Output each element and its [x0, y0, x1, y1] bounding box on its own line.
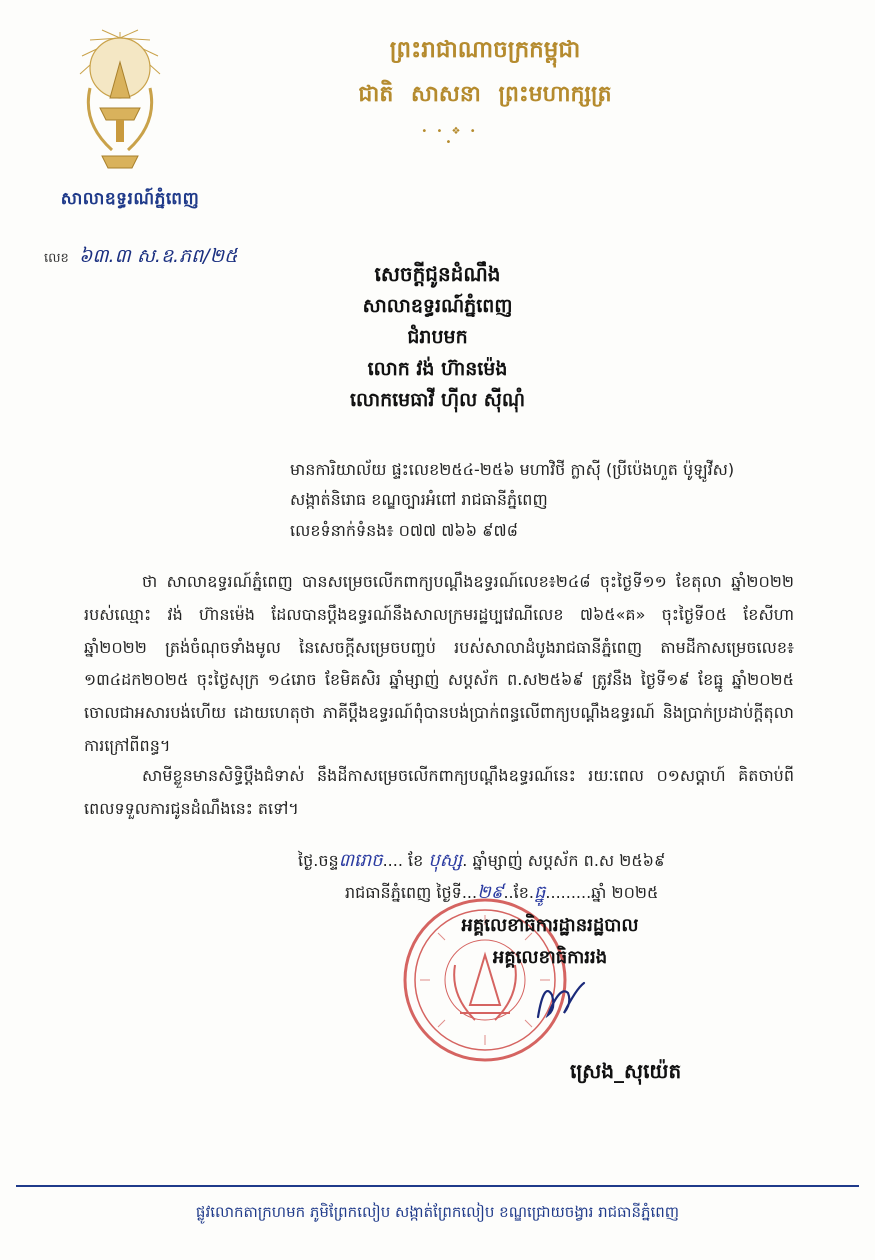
address-line-3: លេខទំនាក់ទំនង៖ ០៧៧ ៧៦៦ ៩៧៨ — [290, 520, 518, 540]
lunar-date-line: ថ្ងៃ.ចន្ទ៣រោច.... ខែ បុស្ស. ឆ្នាំម្សាញ់ សប្តស័ក ព.ស ២៥៦៩ — [298, 850, 666, 871]
signer-title-1: អគ្គលេខាធិការដ្ឋានរដ្ឋបាល — [461, 915, 639, 936]
solar-day-handwritten: ២៩ — [477, 882, 504, 903]
solar-prefix: រាជធានីភ្នំពេញ ថ្ងៃទី — [345, 883, 462, 902]
lunar-prefix: ថ្ងៃ.ចន្ទ — [298, 851, 339, 870]
header-ornament: • • ❖ • • — [421, 126, 479, 148]
recipient-address — [290, 455, 810, 546]
reference-prefix: លេខ — [44, 251, 69, 266]
footer-divider — [16, 1185, 859, 1187]
court-emblem-icon — [72, 28, 168, 178]
body-paragraph-2: សាមីខ្លួនមានសិទ្ធិប្តឹងជំទាស់ នឹងដីកាសម្រេចលើកពាក្យបណ្តឹងឧទ្ធរណ៍នេះ រយៈពេល ០១សប្តាហ៍ គិតចាប់ពី ពេលទទួលការជូនដំណឹងនេះ តទៅ។ — [84, 766, 794, 818]
recipient-lawyer: លោកមេធាវី ហ៊ីល ស៊ីណុំ — [349, 389, 526, 412]
lunar-month-handwritten: បុស្ស — [428, 850, 463, 871]
handwritten-signature-icon — [530, 975, 590, 1025]
solar-date-line: រាជធានីភ្នំពេញ ថ្ងៃទី...២៩..ខែ.ធ្នូ.........ឆ្នាំ ២០២៥ — [345, 882, 659, 903]
national-motto: ជាតិ សាសនា ព្រះមហាក្សត្រ — [358, 82, 612, 107]
reference-value: ៦៣.៣ ស.ឧ.ភព/២៥ — [78, 245, 238, 267]
solar-suffix: ឆ្នាំ ២០២៥ — [591, 883, 659, 902]
solar-month-handwritten: ធ្នូ — [533, 882, 546, 903]
footer-address: ផ្លូវលោកតាក្រហមក ភូមិព្រែកលៀប សង្កាត់ព្រែកលៀប ខណ្ឌជ្រោយចង្វារ រាជធានីភ្នំពេញ — [195, 1203, 680, 1221]
signer-title-2: អគ្គលេខាធិការរង — [492, 946, 608, 968]
lunar-month-label: ខែ — [408, 851, 424, 870]
notice-headings — [200, 258, 675, 416]
kingdom-title: ព្រះរាជាណាចក្រកម្ពុជា — [389, 37, 581, 63]
lunar-suffix: ឆ្នាំម្សាញ់ សប្តស័ក ព.ស ២៥៦៩ — [472, 851, 666, 870]
address-line-2: សង្កាត់និរោធ ខណ្ឌច្បារអំពៅ រាជធានីភ្នំពេញ — [290, 490, 548, 510]
signer-titles — [420, 910, 680, 973]
court-name: សាលាឧទ្ធរណ៍ភ្នំពេញ — [60, 189, 200, 209]
address-line-1: មានការិយាល័យ ផ្ទះលេខ២៥៤-២៥៦ មហាវិថី ក្លាស៊ី (ប្រីប៉េងហួត ប៉ូឡូវីស) — [290, 460, 735, 479]
notice-to-label: ជំរាបមក — [407, 326, 468, 349]
notice-heading: សេចក្តីជូនដំណឹង — [374, 262, 501, 286]
notice-issuer: សាលាឧទ្ធរណ៍ភ្នំពេញ — [362, 295, 513, 317]
body-paragraph-1: ថា សាលាឧទ្ធរណ៍ភ្នំពេញ បានសម្រេចលើកពាក្យបណ្តឹងឧទ្ធរណ៍លេខ៖២៤៨ ចុះថ្ងៃទី១១ ខែតុលា ឆ្នាំ២០២២ របស់ឈ្មោះ វង់ ហ៊ានម៉េង ដែលបានប្តឹងឧទ្ធរណ៍នឹងសាលក្រមរដ្ឋប្បវេណីលេខ ៧៦៥«គ» ចុះថ្ងៃទី០៥ ខែសីហា ឆ្នាំ២០២២ ត្រង់ចំណុចទាំងមូល នៃសេចក្តីសម្រេចបញ្ចប់ របស់សាលាដំបូងរាជធានីភ្នំពេញ តាមដីកាសម្រេចលេខ៖ ១៣៤ដក២០២៥ ចុះថ្ងៃសុក្រ ១៤រោច ខែមិគសិរ ឆ្នាំម្សាញ់ សប្តស័ក ព.ស២៥៦៩ ត្រូវនឹង ថ្ងៃទី១៩ ខែធ្នូ ឆ្នាំ២០២៥ ចោលជាអសារបង់ហើយ ដោយហេតុថា ភាគីប្តឹងឧទ្ធរណ៍ពុំបានបង់ប្រាក់ពន្ធលើពាក្យបណ្តឹងឧទ្ធរណ៍ និងប្រាក់ប្រដាប់ក្តីតុលាការក្រៅពីពន្ធ។ — [84, 572, 794, 755]
signer-name: ស្រេង_សុយ៉េត — [570, 1059, 682, 1083]
lunar-day-handwritten: ៣រោច — [338, 850, 383, 871]
recipient-name: លោក វង់ ហ៊ានម៉េង — [367, 357, 508, 380]
solar-month-label: ខែ — [513, 883, 529, 902]
